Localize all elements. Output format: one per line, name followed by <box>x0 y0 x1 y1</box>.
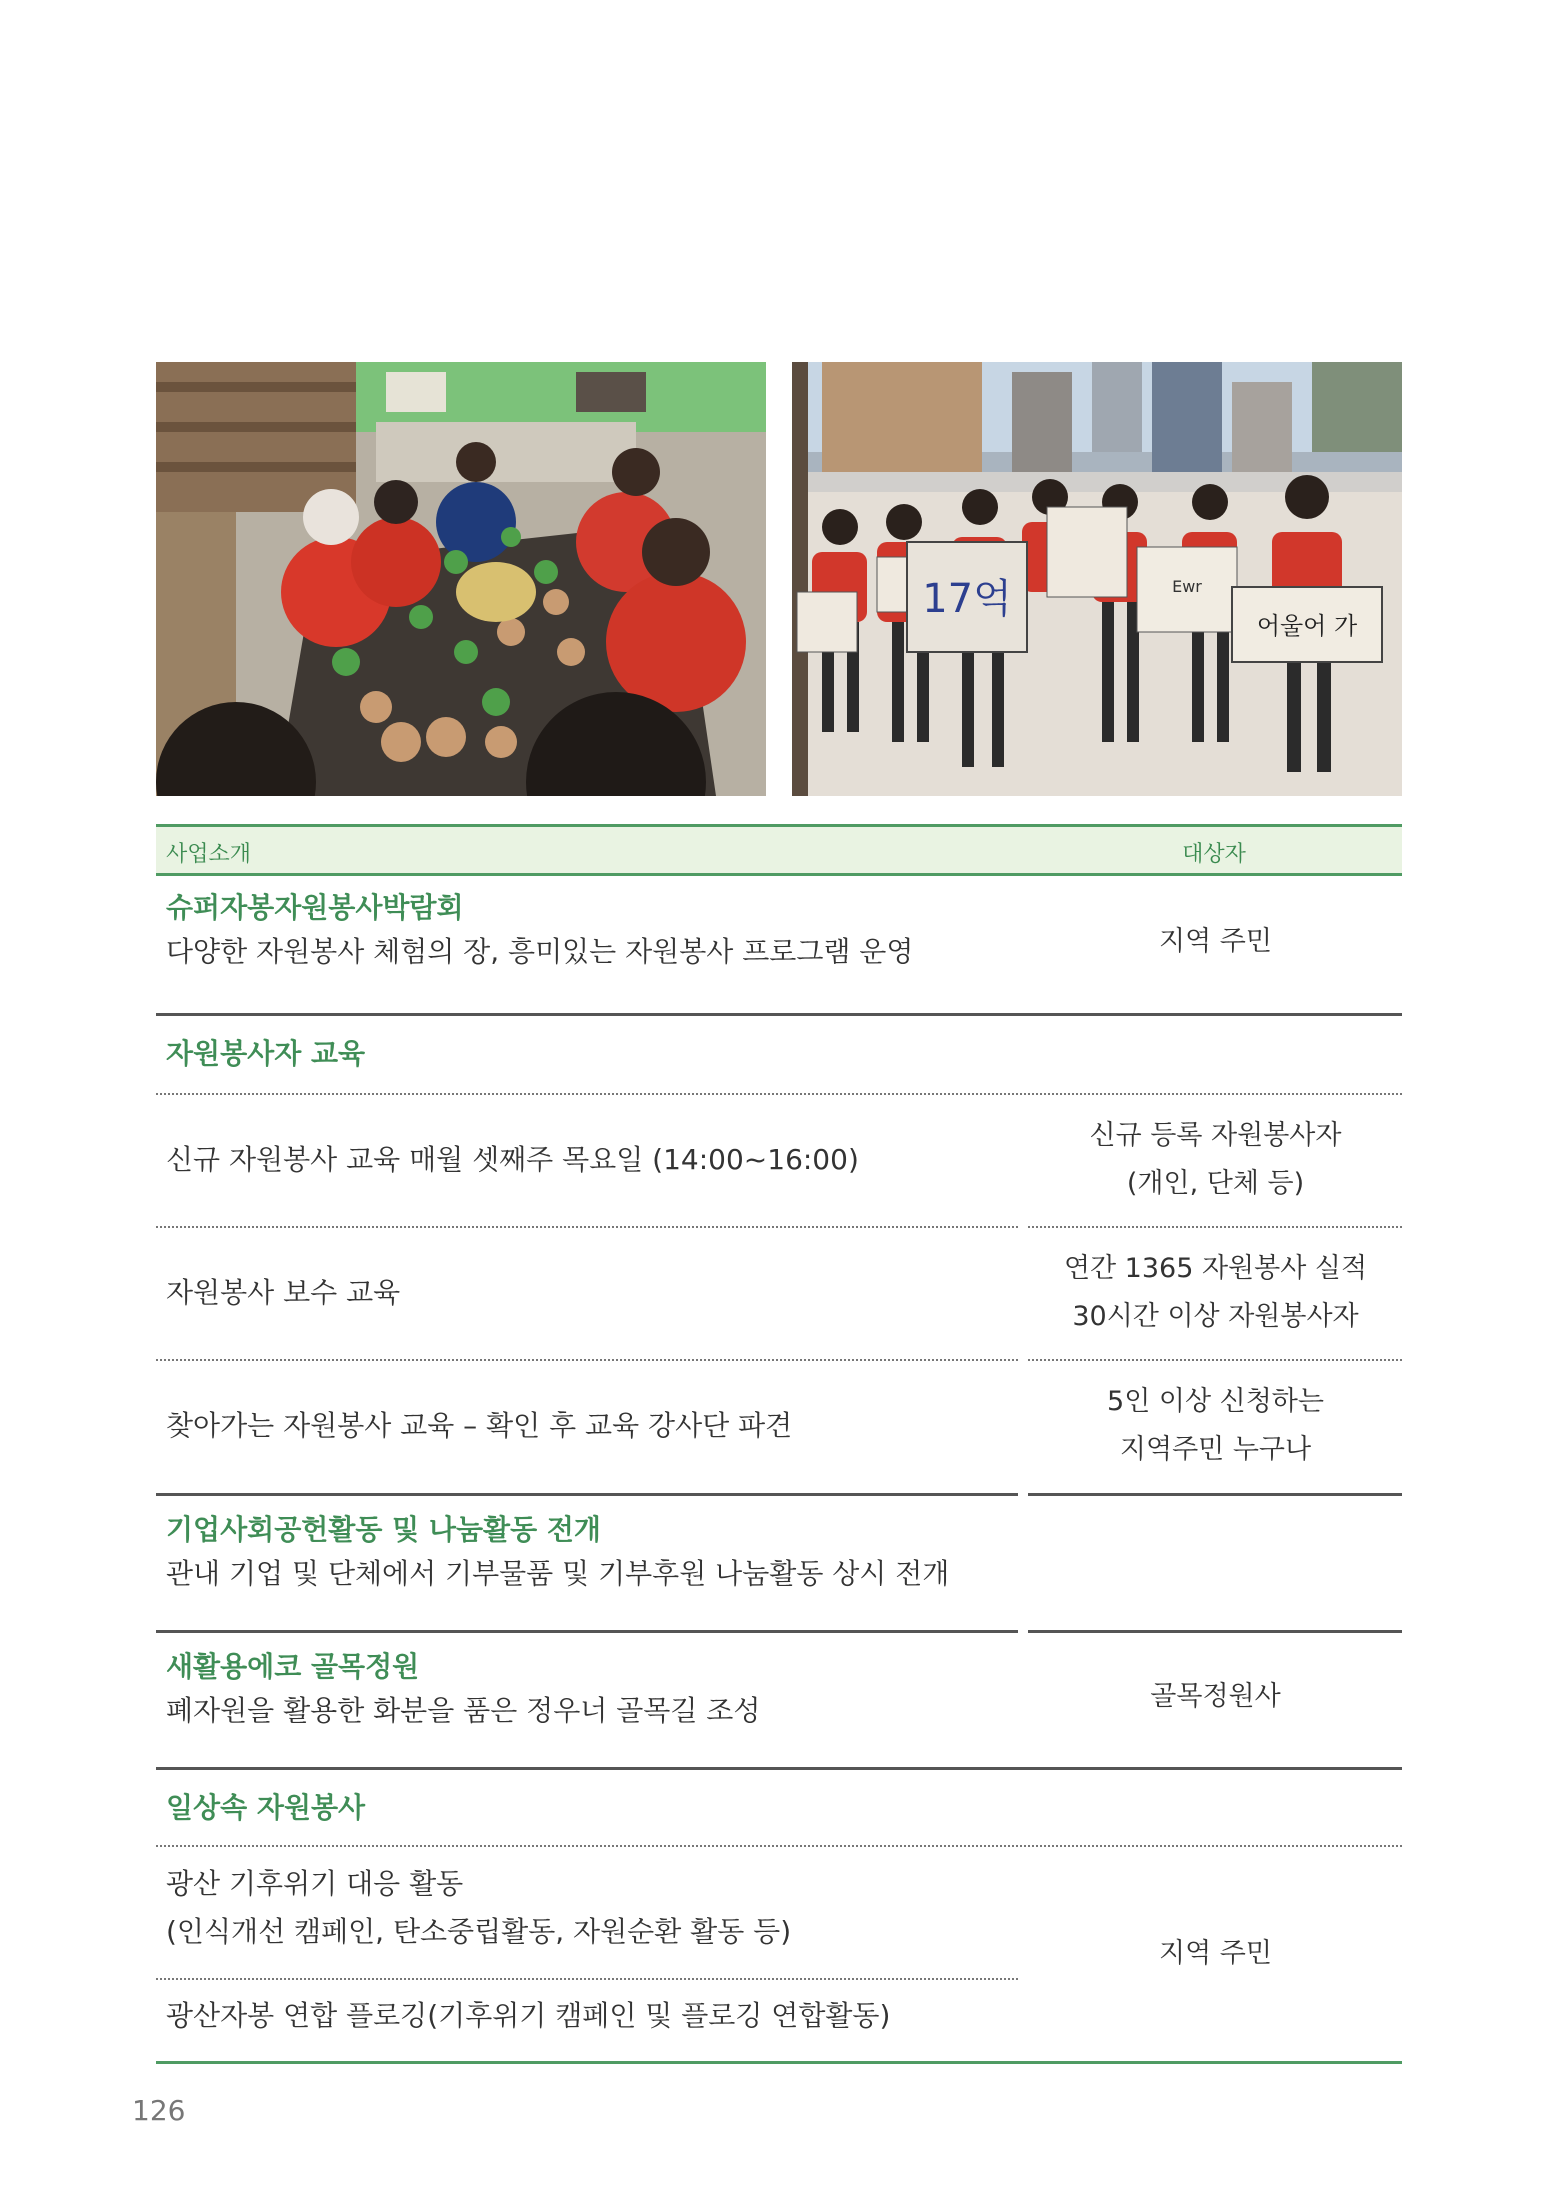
page-number: 126 <box>132 2094 186 2127</box>
header-target: 대상자 <box>1182 842 1246 867</box>
row-education-item-3 <box>156 1362 1402 1496</box>
divider <box>1028 1226 1402 1228</box>
expo-title: 슈퍼자봉자원봉사박람회 <box>166 891 464 924</box>
education-item-3-target-2: 지역주민 누구나 <box>1119 1434 1312 1465</box>
sign-eoul-text: 어울어 가 <box>1256 612 1358 640</box>
divider <box>1028 1359 1402 1361</box>
row-daily-title <box>156 1770 1402 1848</box>
education-item-2-desc: 자원봉사 보수 교육 <box>166 1276 401 1309</box>
education-item-2-target-1: 연간 1365 자원봉사 실적 <box>1063 1253 1368 1284</box>
photo-campaign-march <box>792 362 1402 796</box>
row-daily-items <box>156 1848 1402 2064</box>
divider <box>156 1226 1018 1228</box>
csr-desc: 관내 기업 및 단체에서 기부물품 및 기부후원 나눔활동 상시 전개 <box>166 1557 950 1590</box>
education-item-2-target-2: 30시간 이상 자원봉사자 <box>1072 1301 1359 1332</box>
daily-item-2: 광산자봉 연합 플로깅(기후위기 캠페인 및 플로깅 연합활동) <box>166 1999 891 2032</box>
education-title: 자원봉사자 교육 <box>166 1037 366 1070</box>
sign-ewr-text: Ewr <box>1172 577 1202 596</box>
sign-17-text: 17억 <box>922 576 1012 622</box>
row-education-title <box>156 1016 1402 1096</box>
divider <box>156 1359 1018 1361</box>
education-item-3-desc: 찾아가는 자원봉사 교육 – 확인 후 교육 강사단 파견 <box>166 1409 793 1442</box>
row-education-item-1 <box>156 1096 1402 1229</box>
daily-title: 일상속 자원봉사 <box>166 1791 366 1824</box>
row-eco <box>156 1633 1402 1770</box>
education-item-3-target-1: 5인 이상 신청하는 <box>1107 1386 1324 1417</box>
education-item-1-target-2: (개인, 단체 등) <box>1126 1168 1305 1199</box>
expo-target: 지역 주민 <box>1159 926 1272 957</box>
education-item-1-desc: 신규 자원봉사 교육 매월 셋째주 목요일 (14:00~16:00) <box>166 1143 859 1176</box>
divider <box>156 1978 1018 1980</box>
daily-target: 지역 주민 <box>1159 1938 1272 1969</box>
eco-title: 새활용에코 골목정원 <box>166 1650 420 1683</box>
eco-desc: 폐자원을 활용한 화분을 품은 정우너 골목길 조성 <box>166 1694 761 1727</box>
eco-target: 골목정원사 <box>1150 1681 1281 1712</box>
expo-desc: 다양한 자원봉사 체험의 장, 흥미있는 자원봉사 프로그램 운영 <box>166 935 914 968</box>
divider <box>156 1093 1402 1095</box>
daily-item-1-line-2: (인식개선 캠페인, 탄소중립활동, 자원순환 활동 등) <box>166 1915 792 1948</box>
table-bottom-rule <box>156 2061 1402 2064</box>
divider <box>156 1845 1402 1847</box>
csr-title: 기업사회공헌활동 및 나눔활동 전개 <box>166 1513 601 1546</box>
header-program: 사업소개 <box>166 842 252 867</box>
education-item-1-target-1: 신규 등록 자원봉사자 <box>1089 1120 1342 1151</box>
row-education-item-2 <box>156 1229 1402 1362</box>
table-header <box>156 824 1402 876</box>
program-table <box>156 824 1402 2064</box>
daily-item-1-line-1: 광산 기후위기 대응 활동 <box>166 1867 464 1900</box>
row-expo <box>156 876 1402 1016</box>
row-csr <box>156 1496 1402 1633</box>
photo-planting-volunteers <box>156 362 766 796</box>
